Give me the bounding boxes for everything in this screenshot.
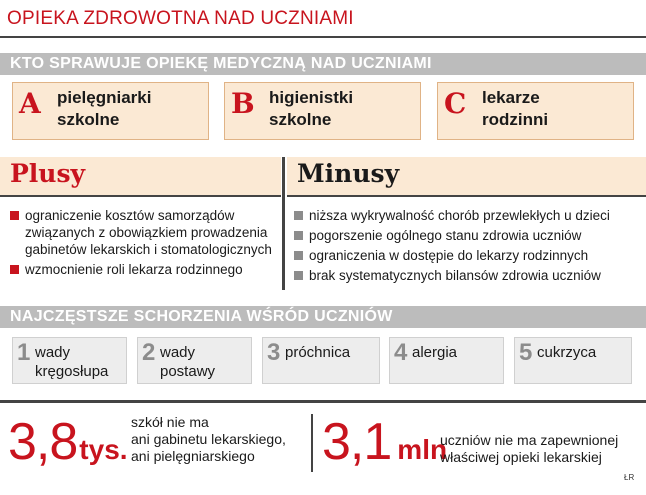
- who-item-line1: pielęgniarki: [57, 88, 152, 107]
- square-bullet-icon: [294, 271, 303, 280]
- disease-line1: próchnica: [285, 344, 351, 361]
- column-divider: [282, 157, 285, 290]
- square-bullet-icon: [10, 265, 19, 274]
- who-item-b: [224, 82, 421, 140]
- list-item-line: pogorszenie ogólnego stanu zdrowia uczniów: [309, 228, 582, 243]
- credit: ŁR: [624, 473, 635, 482]
- stat-schools: [8, 412, 128, 472]
- title-rule: [0, 36, 646, 38]
- who-item-letter: B: [231, 87, 255, 120]
- disease-line1: alergia: [412, 344, 458, 361]
- list-item-line: gabinetów lekarskich i stomatologicznych: [25, 242, 272, 257]
- list-item: [294, 247, 644, 264]
- page-title: OPIEKA ZDROWOTNA NAD UCZNIAMI: [7, 8, 354, 29]
- stat-unit: tys.: [79, 434, 128, 465]
- stat-unit: mln: [397, 434, 448, 465]
- who-item-line2: rodzinni: [482, 110, 549, 129]
- disease-rank: 2: [142, 339, 156, 366]
- square-bullet-icon: [10, 211, 19, 220]
- square-bullet-icon: [294, 211, 303, 220]
- diseases-section-header: [0, 306, 646, 328]
- disease-rank: 5: [519, 339, 533, 366]
- who-item-line2: szkolne: [269, 110, 332, 129]
- disease-rank: 4: [394, 339, 408, 366]
- minusy-list: [294, 207, 644, 287]
- disease-rank: 1: [17, 339, 31, 366]
- who-item-line1: higienistki: [269, 88, 354, 107]
- who-item-letter: A: [19, 87, 41, 120]
- disease-item-1: [12, 337, 127, 384]
- who-item-letter: C: [444, 87, 467, 120]
- diseases-section-header-text: NAJCZĘSTSZE SCHORZENIA WŚRÓD UCZNIÓW: [10, 308, 393, 325]
- disease-line1: wady: [160, 344, 196, 361]
- list-item: [10, 207, 280, 258]
- plusy-title: Plusy: [10, 159, 86, 188]
- disease-line1: cukrzyca: [537, 344, 597, 361]
- square-bullet-icon: [294, 231, 303, 240]
- who-item-line1: lekarze: [482, 88, 540, 107]
- list-item-line: ograniczenie kosztów samorządów: [25, 208, 235, 223]
- disease-line1: wady: [35, 344, 71, 361]
- stat-line: ani pielęgniarskiego: [131, 448, 255, 464]
- list-item: [294, 207, 644, 224]
- stat-line: uczniów nie ma zapewnionej: [440, 432, 619, 448]
- list-item-line: brak systematycznych bilansów zdrowia uczniów: [309, 268, 601, 283]
- disease-item-3: [262, 337, 380, 384]
- square-bullet-icon: [294, 251, 303, 260]
- minusy-header: [287, 157, 646, 197]
- stats-divider: [311, 414, 313, 472]
- who-item-c: [437, 82, 634, 140]
- list-item-line: ograniczenia w dostępie do lekarzy rodzinnych: [309, 248, 589, 263]
- who-item-a: [12, 82, 209, 140]
- stat-value: 3,1: [322, 413, 392, 471]
- list-item-line: związanych z obowiązkiem prowadzenia: [25, 225, 268, 240]
- who-section-header: [0, 53, 646, 75]
- plusy-list: [10, 207, 280, 281]
- stat-schools-description: [131, 414, 286, 465]
- who-section-header-text: KTO SPRAWUJE OPIEKĘ MEDYCZNĄ NAD UCZNIAMI: [10, 55, 432, 72]
- list-item: [294, 267, 644, 284]
- plusy-header: [0, 157, 281, 197]
- disease-item-4: [389, 337, 504, 384]
- disease-line2: postawy: [160, 363, 216, 380]
- disease-item-5: [514, 337, 632, 384]
- stat-students-description: [440, 432, 618, 466]
- stat-line: właściwej opieki lekarskiej: [440, 449, 602, 465]
- stat-line: szkół nie ma: [131, 414, 209, 430]
- stat-students: [322, 412, 447, 472]
- stat-value: 3,8: [8, 413, 78, 471]
- list-item-line: niższa wykrywalność chorób przewlekłych u dzieci: [309, 208, 610, 223]
- who-item-line2: szkolne: [57, 110, 120, 129]
- list-item: [10, 261, 280, 278]
- stats-rule: [0, 400, 646, 403]
- disease-item-2: [137, 337, 252, 384]
- stat-line: ani gabinetu lekarskiego,: [131, 431, 286, 447]
- disease-rank: 3: [267, 339, 281, 366]
- disease-line2: kręgosłupa: [35, 363, 109, 380]
- minusy-title: Minusy: [297, 159, 400, 188]
- list-item-line: wzmocnienie roli lekarza rodzinnego: [25, 262, 243, 277]
- list-item: [294, 227, 644, 244]
